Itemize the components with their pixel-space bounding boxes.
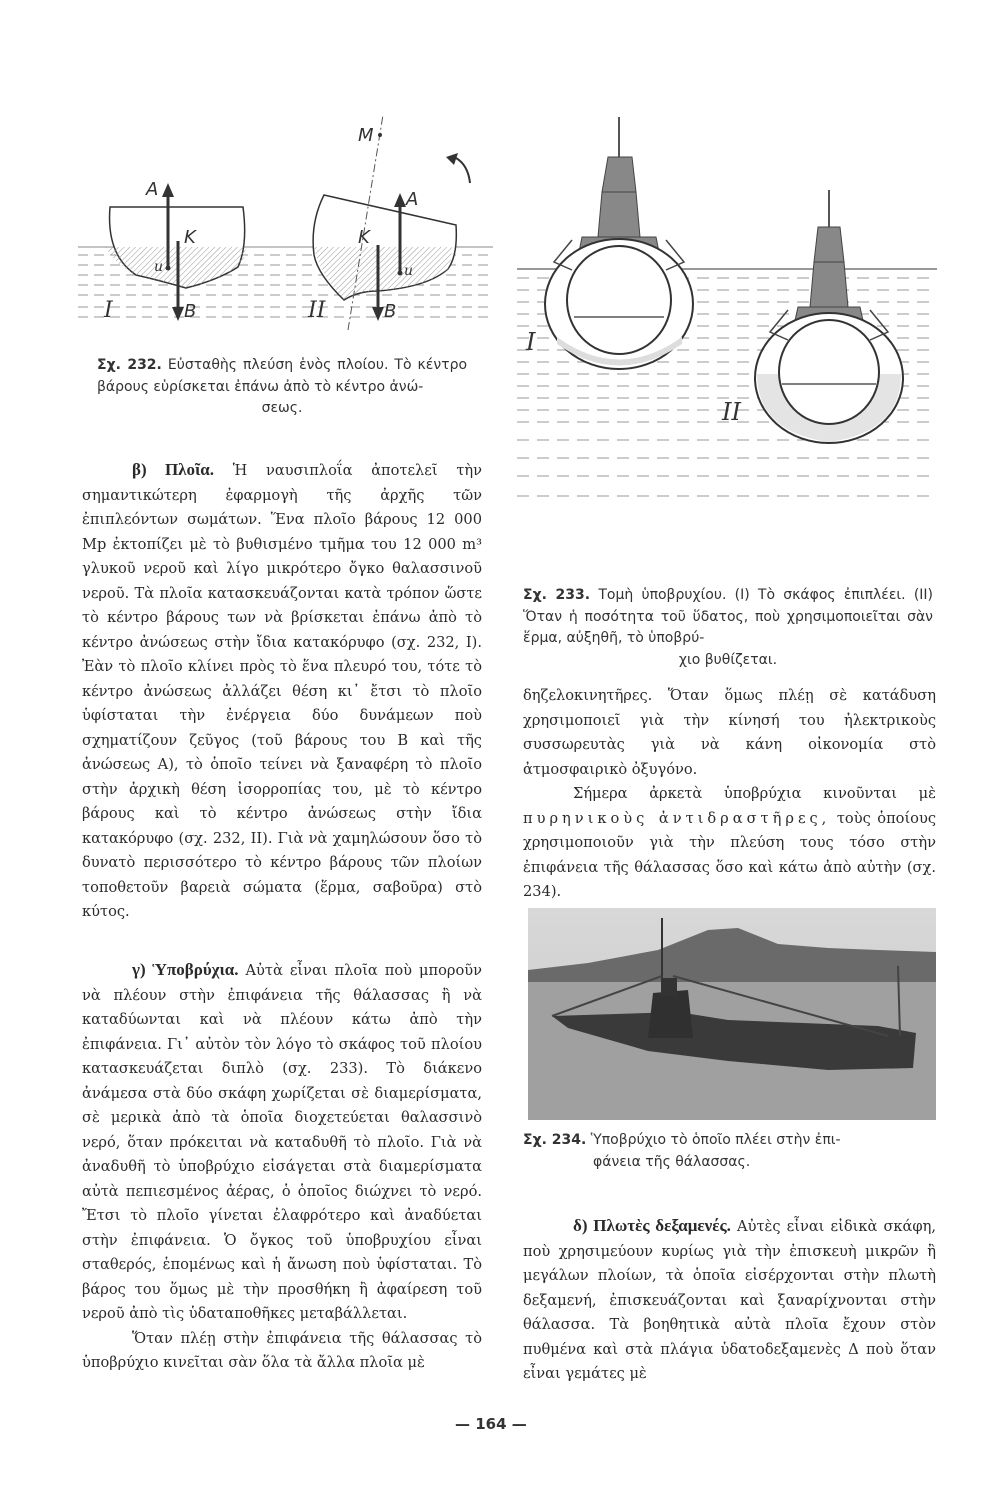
nuclear-paragraph: [523, 782, 936, 905]
figure-233-caption: [523, 585, 933, 671]
figure-233-caption-text: Τομὴ ὑποβρυχίου. (I) Τὸ σκάφος ἐπιπλέει. (II) Ὅταν ἡ ποσότητα τοῦ ὕδατος, ποὺ χρησιμοποιεῖται σὰν ἕρμα, αὐξηθῆ, τὸ ὑποβρύ-: [523, 587, 934, 646]
ship-heeled: [313, 115, 470, 330]
figure-233-caption-end: χιο βυθίζεται.: [678, 651, 778, 668]
nuclear-text-spaced: πυρηνικοὺς ἀντιδραστῆρες,: [523, 809, 831, 827]
label-II: II: [308, 298, 326, 323]
label-K1: K: [184, 227, 196, 248]
submarine-surfaced: [545, 117, 693, 369]
right-column: [523, 684, 936, 905]
figure-234-caption: [523, 1130, 943, 1173]
ship-upright: [100, 183, 246, 321]
figure-233-number: Σχ. 233.: [523, 587, 591, 603]
label-K2: K: [358, 227, 370, 248]
section-d-paragraph: [523, 1214, 936, 1387]
section-d-heading: δ) Πλωτὲς δεξαμενές.: [573, 1216, 731, 1235]
label-u2: u: [404, 263, 414, 279]
label-B1: B: [184, 301, 197, 322]
figure-232-caption-end: σεως.: [261, 400, 303, 416]
label-B2: B: [384, 301, 397, 322]
label-M: M: [358, 125, 374, 146]
left-column-lower: [82, 958, 482, 1376]
figure-232-diagram: [78, 95, 498, 335]
section-b-text: Ἡ ναυσιπλοΐα ἀποτελεῖ τὴν σημαντικώτερη ἐφαρμογὴ τῆς ἀρχῆς τῶν ἐπιπλεόντων σωμάτων. Ἕνα πλοῖο βάρους 12 000 Mp ἐκτοπίζει μὲ τὸ βυθισμένο τμῆμα του 12 000 m³ γλυκοῦ νεροῦ καὶ λίγο μικρότερο ὄγκο θαλασσινοῦ νεροῦ. Τὰ πλοῖα κατασκευάζονται κατὰ τρόπον ὥστε τὸ κέντρο βάρους των νὰ βρίσκεται ἐπάνω ἀπὸ τὸ κέντρο ἀνώσεως στὴν ἴδια κατακόρυφο (σχ. 232, I). Ἐὰν τὸ πλοῖο κλίνει πρὸς τὸ ἕνα πλευρό του, τότε τὸ κέντρο ἀνώσεως ἀλλάζει θέση κι᾽ ἔτσι τὸ πλοῖο ὑφίσταται τὴν ἐνέργεια δύο δυνάμεων ποὺ σχηματίζουν ζεῦγος (τοῦ βάρους του B καὶ τῆς ἀνώσεως A), τὸ ὁποῖο τείνει νὰ ξαναφέρη τὸ πλοῖο στὴν ἀρχικὴ θέση ἰσορροπίας του, μὲ τὸ κέντρο βάρους καὶ τὸ κέντρο ἀνώσεως στὴν ἴδια κατακόρυφο (σχ. 232, II). Γιὰ νὰ χαμηλώσουν ὅσο τὸ δυνατὸ περισσότερο τὸ κέντρο βάρους τῶν πλοίων τοποθετοῦν βαρειὰ σώματα (ἕρμα, σαβοῦρα) στὸ κύτος.: [82, 462, 483, 920]
figure-234-caption-text: Ὑποβρύχιο τὸ ὁποῖο πλέει στὴν ἐπι-: [590, 1132, 841, 1148]
submarine-submerged: [755, 190, 903, 443]
section-d-text: Αὐτὲς εἶναι εἰδικὰ σκάφη, ποὺ χρησιμεύουν κυρίως γιὰ τὴν ἐπισκευὴ μικρῶν ἢ μεγάλων πλοίων, τὰ ὁποῖα εἰσέρχονται στὴν πλωτὴ δεξαμενή, ἐπισκευάζονται καὶ ξαναρίχνονται στὴν θάλασσα. Τὰ βοηθητικὰ αὐτὰ πλοῖα ἔχουν στὸν πυθμένα καὶ στὰ πλάγια ὑδατοδεξαμενὲς Δ ποὺ ὅταν εἶναι γεμάτες μὲ: [523, 1218, 936, 1382]
section-c-paragraph-2: Ὅταν πλέῃ στὴν ἐπιφάνεια τῆς θάλασσας τὸ ὑποβρύχιο κινεῖται σὰν ὅλα τὰ ἄλλα πλοῖα μὲ: [82, 1329, 482, 1371]
figure-233-diagram: [512, 112, 942, 507]
continuation-paragraph: δηζελοκινητῆρες. Ὅταν ὅμως πλέῃ σὲ κατάδυση χρησιμοποιεῖ γιὰ τὴν κίνησή του ἠλεκτρικοὺς συσσωρευτὰς γιὰ νὰ κάνη οἰκονομία στὸ ἀτμοσφαιρικὸ ὀξυγόνο.: [523, 687, 936, 778]
label-A2: A: [406, 189, 419, 210]
section-b-heading: β) Πλοῖα.: [132, 460, 215, 479]
figure-234-photo: [528, 908, 936, 1120]
figure-232-caption: [97, 355, 467, 420]
nuclear-text-pre: Σήμερα ἀρκετὰ ὑποβρύχια κινοῦνται μὲ: [573, 785, 936, 802]
figure-232-number: Σχ. 232.: [97, 357, 162, 373]
label-I: I: [104, 298, 113, 323]
figure-234-number: Σχ. 234.: [523, 1132, 587, 1148]
label-I: I: [526, 328, 536, 356]
label-A1: A: [146, 179, 159, 200]
right-column-lower: [523, 1214, 936, 1387]
nuclear-text-post: τοὺς ὁποίους χρησιμοποιοῦν γιὰ τὴν πλεύση τους τόσο στὴν ἐπιφάνεια τῆς θάλασσας ὅσο καὶ κάτω ἀπὸ αὐτὴν (σχ. 234).: [523, 809, 937, 900]
section-b-paragraph: [82, 458, 482, 925]
figure-232-caption-text: Εὐσταθὴς πλεύση ἑνὸς πλοίου. Τὸ κέντρο βάρους εὑρίσκεται ἐπάνω ἀπὸ τὸ κέντρο ἀνώ-: [97, 357, 468, 395]
label-u1: u: [154, 259, 164, 275]
section-c-text: Αὐτὰ εἶναι πλοῖα ποὺ μποροῦν νὰ πλέουν στὴν ἐπιφάνεια τῆς θάλασσας ἢ νὰ καταδύωνται καὶ νὰ πλέουν κάτω ἀπὸ τὴν ἐπιφάνεια. Γι᾽ αὐτὸν τὸν λόγο τὸ σκάφος τοῦ πλοίου κατασκευάζεται διπλὸ (σχ. 233). Τὸ διάκενο ἀνάμεσα στὰ δύο σκάφη χωρίζεται σὲ διαμερίσματα, σὲ μερικὰ ἀπὸ τὰ ὁποῖα διοχετεύεται θαλασσινὸ νερό, ὅταν πρόκειται νὰ καταδυθῆ τὸ πλοῖο. Γιὰ νὰ ἀναδυθῆ τὸ ὑποβρύχιο εἰσάγεται στὰ διαμερίσματα αὐτὰ πεπιεσμένος ἀέρας, ὁ ὁποῖος διώχνει τὸ νερό. Ἔτσι τὸ πλοῖο γίνεται ἐλαφρότερο καὶ ἀναδύεται στὴν ἐπιφάνεια. Ὁ ὄγκος τοῦ ὑποβρυχίου εἶναι σταθερός, ἑπομένως καὶ ἡ ἄνωση ποὺ ὑφίσταται. Τὸ βάρος του ὅμως μὲ τὴν προσθήκη ἢ ἀφαίρεση τοῦ νεροῦ ἀπὸ τὶς ὑδαταποθῆκες μεταβάλλεται.: [82, 962, 482, 1322]
figure-234-caption-end: φάνεια τῆς θάλασσας.: [593, 1153, 751, 1170]
section-c-paragraph: [82, 958, 482, 1327]
left-column: [82, 458, 482, 925]
section-c-heading: γ) Ὑποβρύχια.: [132, 960, 239, 979]
page-number: — 164 —: [455, 1415, 527, 1433]
label-II: II: [722, 398, 741, 426]
